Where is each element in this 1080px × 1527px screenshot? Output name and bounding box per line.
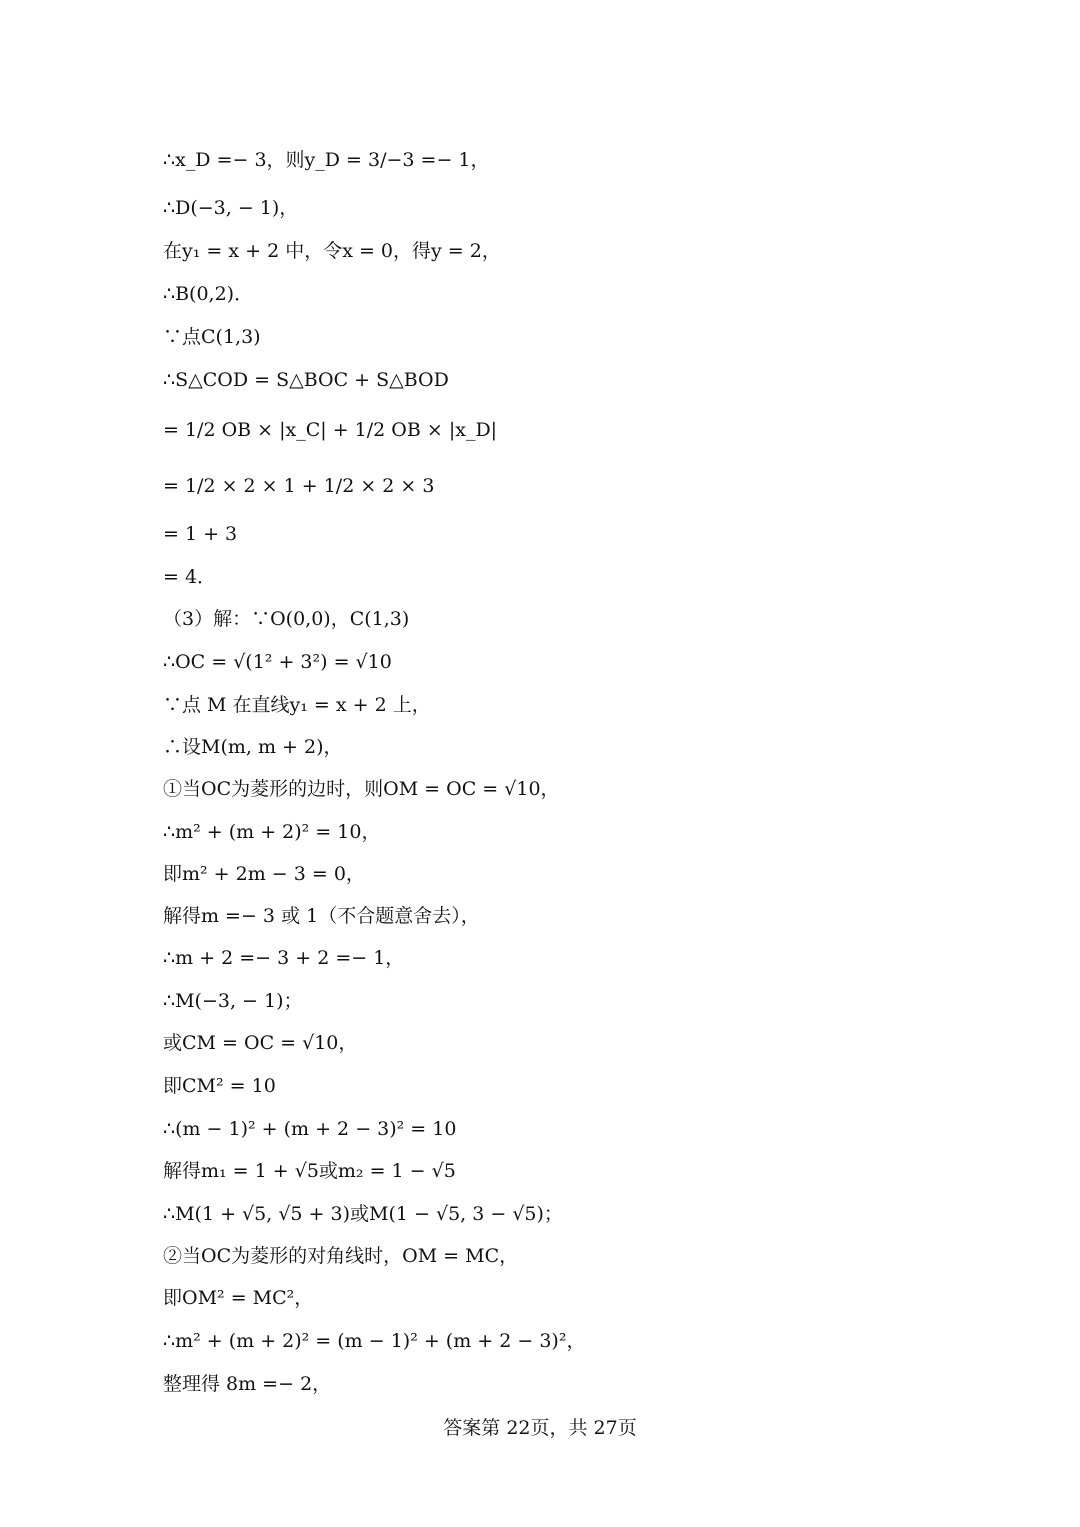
solution-line: ①当OC为菱形的边时，则OM = OC = √10， — [163, 778, 560, 800]
solution-line: ∴m² + (m + 2)² = 10， — [163, 821, 381, 843]
solution-line: = 1 + 3 — [163, 523, 238, 545]
solution-line: ∴S△COD = S△BOC + S△BOD — [163, 369, 449, 391]
solution-line: ∴D(−3, − 1)， — [163, 197, 299, 219]
solution-line: 即CM² = 10 — [163, 1075, 276, 1097]
solution-line: ∴m² + (m + 2)² = (m − 1)² + (m + 2 − 3)²， — [163, 1330, 586, 1352]
solution-line: 即OM² = MC²， — [163, 1287, 314, 1309]
solution-line: ②当OC为菱形的对角线时，OM = MC， — [163, 1245, 519, 1267]
solution-line: = 1/2 OB × |x_C| + 1/2 OB × |x_D| — [163, 419, 498, 441]
solution-line: ∴B(0,2)． — [163, 283, 254, 305]
solution-line: 解得m =− 3 或 1（不合题意舍去）， — [163, 905, 480, 927]
solution-line: = 4． — [163, 566, 217, 588]
solution-line: ∴m + 2 =− 3 + 2 =− 1， — [163, 947, 405, 969]
solution-line: ∵点C(1,3) — [163, 326, 261, 348]
solution-line: ∴M(−3, − 1)； — [163, 990, 303, 1012]
solution-line: 解得m₁ = 1 + √5或m₂ = 1 − √5 — [163, 1160, 456, 1182]
page-footer: 答案第 22页，共 27页 — [443, 1417, 637, 1439]
solution-line: = 1/2 × 2 × 1 + 1/2 × 2 × 3 — [163, 475, 435, 497]
solution-line: 整理得 8m =− 2， — [163, 1373, 332, 1395]
solution-line: 即m² + 2m − 3 = 0， — [163, 863, 365, 885]
solution-line: （3）解：∵O(0,0)，C(1,3) — [163, 608, 410, 630]
solution-line: ∴M(1 + √5, √5 + 3)或M(1 − √5, 3 − √5)； — [163, 1203, 563, 1225]
solution-line: 或CM = OC = √10， — [163, 1032, 358, 1054]
solution-line: ∵点 M 在直线y₁ = x + 2 上， — [163, 694, 431, 716]
solution-line: 在y₁ = x + 2 中，令x = 0，得y = 2， — [163, 240, 501, 262]
solution-line: ∴(m − 1)² + (m + 2 − 3)² = 10 — [163, 1118, 457, 1140]
solution-line: ∴x_D =− 3，则y_D = 3/−3 =− 1， — [163, 149, 490, 171]
solution-line: ∴OC = √(1² + 3²) = √10 — [163, 651, 392, 673]
solution-line: ∴设M(m, m + 2)， — [163, 736, 343, 758]
